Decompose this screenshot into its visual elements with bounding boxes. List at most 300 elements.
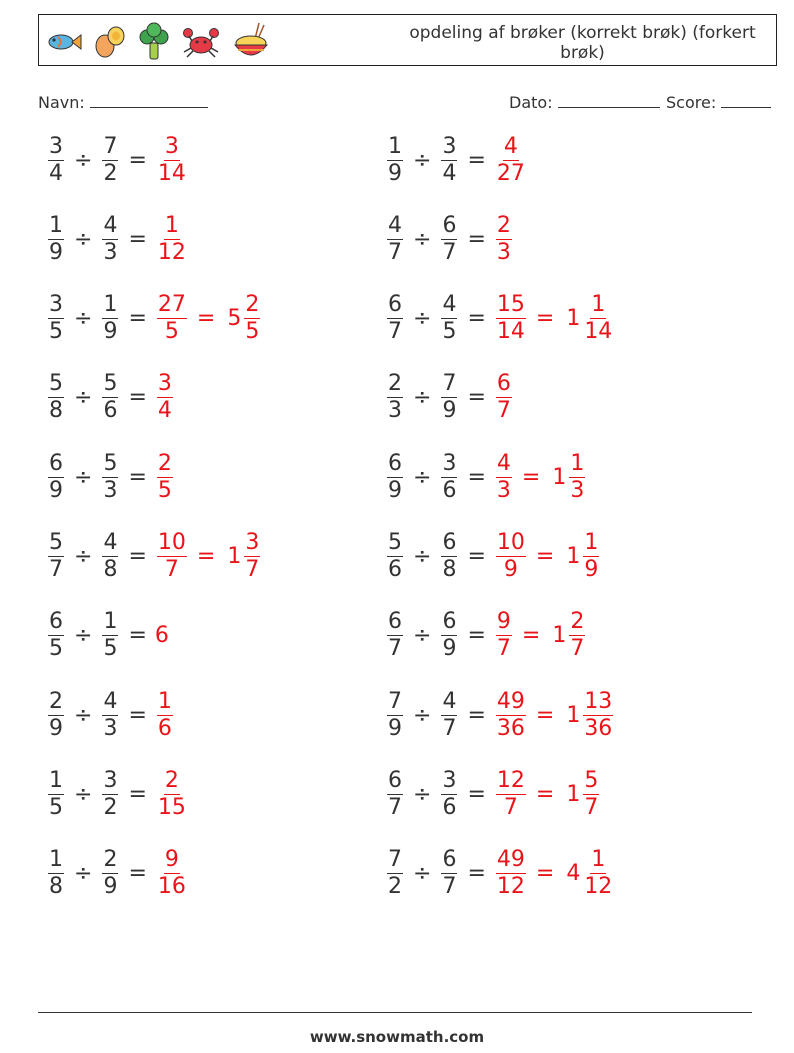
numerator: 12 bbox=[496, 767, 525, 793]
numerator: 1 bbox=[164, 212, 179, 238]
numerator: 6 bbox=[388, 767, 402, 793]
mixed-whole: 5 bbox=[227, 306, 242, 332]
problem-item bbox=[46, 763, 189, 825]
denominator: 6 bbox=[388, 557, 402, 582]
divide-sign: ÷ bbox=[74, 861, 93, 887]
dividend-fraction bbox=[48, 213, 64, 266]
numerator: 1 bbox=[103, 292, 118, 318]
numerator: 3 bbox=[103, 767, 118, 793]
numerator: 4 bbox=[103, 530, 118, 555]
problem-item bbox=[385, 446, 587, 508]
answer-integer: 6 bbox=[154, 623, 169, 649]
mixed-fraction bbox=[569, 609, 585, 662]
name-blank[interactable] bbox=[90, 93, 208, 108]
denominator: 4 bbox=[49, 160, 63, 186]
problem-item bbox=[46, 208, 189, 270]
divide-sign: ÷ bbox=[413, 623, 432, 649]
answer-fraction bbox=[496, 530, 526, 583]
dividend-fraction bbox=[387, 292, 403, 345]
divide-sign: ÷ bbox=[74, 306, 93, 332]
numerator: 6 bbox=[49, 450, 63, 476]
denominator: 6 bbox=[157, 715, 172, 741]
denominator: 9 bbox=[103, 319, 118, 345]
equals-sign: = bbox=[128, 226, 147, 252]
divide-sign: ÷ bbox=[74, 781, 93, 807]
equals-sign: = bbox=[535, 861, 555, 887]
dividend-fraction bbox=[387, 213, 403, 266]
denominator: 7 bbox=[584, 794, 599, 820]
divisor-fraction bbox=[441, 689, 457, 742]
numerator: 6 bbox=[442, 847, 457, 873]
divisor-fraction bbox=[441, 371, 457, 424]
denominator: 7 bbox=[388, 794, 402, 820]
numerator: 5 bbox=[388, 530, 402, 555]
numerator: 1 bbox=[49, 847, 63, 873]
denominator: 3 bbox=[103, 715, 118, 741]
denominator: 2 bbox=[103, 160, 118, 186]
denominator: 8 bbox=[103, 557, 118, 582]
footer-url: www.snowmath.com bbox=[309, 1028, 485, 1046]
mixed-fraction bbox=[583, 768, 599, 821]
answer-fraction bbox=[157, 847, 187, 900]
problem-item bbox=[46, 684, 175, 746]
numerator: 4 bbox=[442, 292, 457, 318]
mixed-whole: 1 bbox=[566, 544, 581, 569]
denominator: 7 bbox=[496, 398, 511, 424]
denominator: 4 bbox=[442, 160, 457, 186]
mixed-whole: 1 bbox=[552, 464, 567, 490]
problem-item bbox=[46, 526, 262, 588]
rice-bowl-icon bbox=[231, 21, 271, 61]
denominator: 7 bbox=[503, 794, 518, 820]
numerator: 6 bbox=[49, 609, 63, 635]
numerator: 6 bbox=[388, 450, 402, 476]
numerator: 2 bbox=[164, 767, 179, 793]
fish-icon bbox=[43, 21, 83, 61]
numerator: 6 bbox=[496, 371, 511, 397]
numerator: 7 bbox=[103, 133, 118, 159]
denominator: 36 bbox=[496, 715, 525, 741]
divisor-fraction bbox=[441, 451, 457, 504]
numerator: 1 bbox=[49, 212, 63, 238]
numerator: 1 bbox=[388, 133, 402, 159]
problem-item bbox=[46, 367, 175, 429]
divide-sign: ÷ bbox=[74, 702, 93, 728]
denominator: 4 bbox=[157, 398, 172, 424]
divide-sign: ÷ bbox=[413, 226, 432, 252]
answer-fraction bbox=[157, 371, 173, 424]
divide-sign: ÷ bbox=[74, 147, 93, 173]
divisor-fraction bbox=[102, 847, 118, 900]
numerator: 1 bbox=[157, 688, 172, 714]
equals-sign: = bbox=[196, 306, 216, 332]
problem-item bbox=[46, 129, 189, 191]
divide-sign: ÷ bbox=[413, 306, 432, 332]
divisor-fraction bbox=[102, 292, 118, 345]
divide-sign: ÷ bbox=[413, 147, 432, 173]
numerator: 2 bbox=[496, 212, 511, 238]
denominator: 5 bbox=[49, 794, 63, 820]
dividend-fraction bbox=[48, 371, 64, 424]
numerator: 3 bbox=[164, 133, 179, 159]
divide-sign: ÷ bbox=[413, 544, 432, 569]
answer-fraction bbox=[157, 451, 173, 504]
numerator: 9 bbox=[164, 847, 179, 873]
numerator: 2 bbox=[388, 371, 402, 397]
denominator: 7 bbox=[442, 874, 457, 900]
numerator: 9 bbox=[496, 609, 511, 635]
numerator: 3 bbox=[157, 371, 172, 397]
equals-sign: = bbox=[128, 385, 147, 411]
denominator: 15 bbox=[157, 794, 186, 820]
answer-fraction bbox=[157, 213, 187, 266]
denominator: 3 bbox=[496, 239, 511, 265]
problem-item bbox=[385, 208, 514, 270]
numerator: 4 bbox=[103, 212, 118, 238]
score-field bbox=[666, 93, 771, 112]
problem-item bbox=[385, 288, 615, 350]
denominator: 3 bbox=[388, 398, 402, 424]
mixed-fraction bbox=[583, 292, 613, 345]
mixed-whole: 1 bbox=[566, 781, 581, 807]
header-icons bbox=[43, 21, 271, 61]
dividend-fraction bbox=[48, 292, 64, 345]
footer-divider bbox=[38, 1012, 752, 1013]
denominator: 8 bbox=[49, 398, 63, 424]
denominator: 6 bbox=[442, 477, 457, 503]
numerator: 49 bbox=[496, 688, 525, 714]
problem-item bbox=[385, 129, 528, 191]
denominator: 7 bbox=[245, 557, 260, 582]
denominator: 12 bbox=[496, 874, 525, 900]
numerator: 5 bbox=[49, 530, 63, 555]
denominator: 7 bbox=[49, 557, 63, 582]
dividend-fraction bbox=[48, 134, 64, 187]
denominator: 5 bbox=[157, 477, 172, 503]
numerator: 1 bbox=[49, 767, 63, 793]
denominator: 14 bbox=[584, 319, 613, 345]
dividend-fraction bbox=[387, 451, 403, 504]
problem-item bbox=[385, 843, 615, 905]
problem-item bbox=[46, 843, 189, 905]
mixed-fraction bbox=[583, 530, 599, 583]
denominator: 12 bbox=[157, 239, 186, 265]
divide-sign: ÷ bbox=[74, 464, 93, 490]
divisor-fraction bbox=[441, 609, 457, 662]
answer-fraction bbox=[157, 689, 173, 742]
denominator: 5 bbox=[442, 319, 457, 345]
denominator: 9 bbox=[49, 477, 63, 503]
numerator: 2 bbox=[49, 688, 63, 714]
numerator: 10 bbox=[496, 530, 525, 555]
numerator: 3 bbox=[245, 530, 260, 555]
denominator: 5 bbox=[103, 636, 118, 662]
numerator: 5 bbox=[103, 450, 118, 476]
name-label: Navn: bbox=[38, 93, 85, 112]
dividend-fraction bbox=[387, 768, 403, 821]
score-blank[interactable] bbox=[721, 93, 771, 108]
numerator: 4 bbox=[103, 688, 118, 714]
dividend-fraction bbox=[48, 847, 64, 900]
problem-item bbox=[385, 605, 587, 667]
problem-item bbox=[385, 526, 601, 588]
denominator: 9 bbox=[388, 715, 402, 741]
denominator: 16 bbox=[157, 874, 186, 900]
denominator: 3 bbox=[103, 477, 118, 503]
divide-sign: ÷ bbox=[74, 385, 93, 411]
denominator: 14 bbox=[496, 319, 525, 345]
equals-sign: = bbox=[467, 306, 486, 332]
equals-sign: = bbox=[128, 464, 147, 490]
answer-fraction bbox=[496, 451, 512, 504]
equals-sign: = bbox=[467, 544, 486, 569]
dividend-fraction bbox=[387, 530, 403, 583]
equals-sign: = bbox=[467, 385, 486, 411]
mixed-whole: 1 bbox=[227, 544, 242, 569]
numerator: 2 bbox=[157, 450, 172, 476]
numerator: 49 bbox=[496, 847, 525, 873]
denominator: 9 bbox=[103, 874, 118, 900]
numerator: 1 bbox=[591, 292, 606, 318]
denominator: 7 bbox=[388, 239, 402, 265]
numerator: 1 bbox=[103, 609, 118, 635]
dividend-fraction bbox=[387, 609, 403, 662]
denominator: 9 bbox=[388, 160, 402, 186]
mixed-whole: 1 bbox=[566, 702, 581, 728]
divisor-fraction bbox=[441, 292, 457, 345]
numerator: 6 bbox=[442, 609, 457, 635]
divisor-fraction bbox=[441, 847, 457, 900]
equals-sign: = bbox=[128, 147, 147, 173]
divisor-fraction bbox=[441, 768, 457, 821]
denominator: 9 bbox=[388, 477, 402, 503]
numerator: 5 bbox=[103, 371, 118, 397]
worksheet-title: opdeling af brøker (korrekt brøk) (forkert brøk) bbox=[409, 23, 756, 63]
broccoli-icon bbox=[137, 21, 171, 61]
answer-fraction bbox=[496, 371, 512, 424]
answer-fraction bbox=[157, 530, 187, 583]
answer-fraction bbox=[157, 134, 187, 187]
denominator: 5 bbox=[164, 319, 179, 345]
divide-sign: ÷ bbox=[413, 385, 432, 411]
equals-sign: = bbox=[128, 623, 147, 649]
numerator: 6 bbox=[442, 212, 457, 238]
numerator: 1 bbox=[584, 530, 599, 555]
divide-sign: ÷ bbox=[413, 781, 432, 807]
answer-fraction bbox=[496, 609, 512, 662]
denominator: 3 bbox=[496, 477, 511, 503]
date-label: Dato: bbox=[509, 93, 553, 112]
denominator: 7 bbox=[496, 636, 511, 662]
numerator: 15 bbox=[496, 292, 525, 318]
equals-sign: = bbox=[535, 781, 555, 807]
denominator: 3 bbox=[570, 477, 585, 503]
worksheet-header bbox=[38, 14, 777, 66]
dividend-fraction bbox=[48, 451, 64, 504]
answer-fraction bbox=[496, 213, 512, 266]
divisor-fraction bbox=[102, 213, 118, 266]
equals-sign: = bbox=[535, 702, 555, 728]
mixed-whole: 1 bbox=[552, 623, 567, 649]
numerator: 3 bbox=[49, 292, 63, 318]
denominator: 9 bbox=[503, 557, 518, 582]
equals-sign: = bbox=[467, 702, 486, 728]
divisor-fraction bbox=[102, 451, 118, 504]
equals-sign: = bbox=[467, 623, 486, 649]
denominator: 9 bbox=[442, 636, 457, 662]
divisor-fraction bbox=[441, 213, 457, 266]
mixed-whole: 4 bbox=[566, 861, 581, 887]
numerator: 4 bbox=[388, 212, 402, 238]
denominator: 7 bbox=[388, 636, 402, 662]
crab-icon bbox=[181, 21, 221, 61]
denominator: 6 bbox=[103, 398, 118, 424]
equals-sign: = bbox=[128, 781, 147, 807]
denominator: 8 bbox=[49, 874, 63, 900]
equals-sign: = bbox=[128, 702, 147, 728]
problem-item bbox=[385, 367, 514, 429]
numerator: 6 bbox=[442, 530, 457, 555]
answer-fraction bbox=[157, 292, 187, 345]
equals-sign: = bbox=[128, 544, 147, 569]
answer-fraction bbox=[496, 689, 526, 742]
mixed-fraction bbox=[569, 451, 585, 504]
numerator: 2 bbox=[570, 609, 585, 635]
mixed-fraction bbox=[583, 689, 613, 742]
divide-sign: ÷ bbox=[413, 464, 432, 490]
dividend-fraction bbox=[387, 371, 403, 424]
equals-sign: = bbox=[128, 306, 147, 332]
divisor-fraction bbox=[102, 609, 118, 662]
numerator: 4 bbox=[442, 688, 457, 714]
numerator: 1 bbox=[570, 450, 585, 476]
divisor-fraction bbox=[441, 134, 457, 187]
denominator: 27 bbox=[496, 160, 525, 186]
numerator: 1 bbox=[591, 847, 606, 873]
answer-fraction bbox=[496, 768, 526, 821]
numerator: 10 bbox=[157, 530, 186, 555]
divisor-fraction bbox=[441, 530, 457, 583]
problem-item bbox=[385, 763, 601, 825]
answer-fraction bbox=[496, 292, 526, 345]
numerator: 7 bbox=[388, 847, 402, 873]
denominator: 8 bbox=[442, 557, 457, 582]
numerator: 27 bbox=[157, 292, 186, 318]
divisor-fraction bbox=[102, 134, 118, 187]
denominator: 14 bbox=[157, 160, 186, 186]
dividend-fraction bbox=[48, 530, 64, 583]
denominator: 7 bbox=[442, 715, 457, 741]
denominator: 7 bbox=[388, 319, 402, 345]
numerator: 3 bbox=[49, 133, 63, 159]
mixed-fraction bbox=[583, 847, 613, 900]
numerator: 7 bbox=[442, 371, 457, 397]
numerator: 7 bbox=[388, 688, 402, 714]
answer-fraction bbox=[157, 768, 187, 821]
eggs-icon bbox=[93, 21, 127, 61]
denominator: 36 bbox=[584, 715, 613, 741]
numerator: 6 bbox=[388, 292, 402, 318]
answer-fraction bbox=[496, 847, 526, 900]
denominator: 6 bbox=[442, 794, 457, 820]
equals-sign: = bbox=[467, 464, 486, 490]
equals-sign: = bbox=[467, 226, 486, 252]
mixed-fraction bbox=[244, 292, 260, 345]
date-field bbox=[509, 93, 660, 112]
divide-sign: ÷ bbox=[74, 623, 93, 649]
denominator: 5 bbox=[245, 319, 260, 345]
numerator: 6 bbox=[388, 609, 402, 635]
equals-sign: = bbox=[128, 861, 147, 887]
dividend-fraction bbox=[387, 689, 403, 742]
numerator: 4 bbox=[496, 450, 511, 476]
numerator: 3 bbox=[442, 767, 457, 793]
divide-sign: ÷ bbox=[74, 226, 93, 252]
divide-sign: ÷ bbox=[413, 861, 432, 887]
divisor-fraction bbox=[102, 689, 118, 742]
dividend-fraction bbox=[387, 847, 403, 900]
divisor-fraction bbox=[102, 530, 118, 583]
numerator: 2 bbox=[103, 847, 118, 873]
numerator: 13 bbox=[584, 688, 613, 714]
numerator: 5 bbox=[584, 767, 599, 793]
problem-item bbox=[46, 605, 169, 667]
denominator: 9 bbox=[49, 715, 63, 741]
dividend-fraction bbox=[48, 768, 64, 821]
equals-sign: = bbox=[521, 623, 541, 649]
denominator: 12 bbox=[584, 874, 613, 900]
denominator: 9 bbox=[584, 557, 599, 582]
mixed-fraction bbox=[244, 530, 260, 583]
problem-item bbox=[385, 684, 615, 746]
denominator: 5 bbox=[49, 319, 63, 345]
equals-sign: = bbox=[467, 861, 486, 887]
numerator: 3 bbox=[442, 133, 457, 159]
equals-sign: = bbox=[467, 147, 486, 173]
numerator: 2 bbox=[245, 292, 260, 318]
denominator: 7 bbox=[570, 636, 585, 662]
equals-sign: = bbox=[467, 781, 486, 807]
date-blank[interactable] bbox=[558, 93, 660, 108]
divide-sign: ÷ bbox=[74, 544, 93, 569]
denominator: 7 bbox=[442, 239, 457, 265]
equals-sign: = bbox=[196, 544, 216, 569]
divisor-fraction bbox=[102, 768, 118, 821]
numerator: 4 bbox=[503, 133, 518, 159]
divisor-fraction bbox=[102, 371, 118, 424]
problem-item bbox=[46, 446, 175, 508]
equals-sign: = bbox=[535, 544, 555, 569]
denominator: 2 bbox=[103, 794, 118, 820]
answer-fraction bbox=[496, 134, 526, 187]
numerator: 5 bbox=[49, 371, 63, 397]
equals-sign: = bbox=[521, 464, 541, 490]
name-field bbox=[38, 93, 208, 112]
denominator: 3 bbox=[103, 239, 118, 265]
numerator: 3 bbox=[442, 450, 457, 476]
denominator: 9 bbox=[49, 239, 63, 265]
denominator: 5 bbox=[49, 636, 63, 662]
denominator: 7 bbox=[164, 557, 179, 582]
equals-sign: = bbox=[535, 306, 555, 332]
score-label: Score: bbox=[666, 93, 717, 112]
dividend-fraction bbox=[48, 609, 64, 662]
problem-item bbox=[46, 288, 262, 350]
dividend-fraction bbox=[48, 689, 64, 742]
denominator: 9 bbox=[442, 398, 457, 424]
dividend-fraction bbox=[387, 134, 403, 187]
divide-sign: ÷ bbox=[413, 702, 432, 728]
